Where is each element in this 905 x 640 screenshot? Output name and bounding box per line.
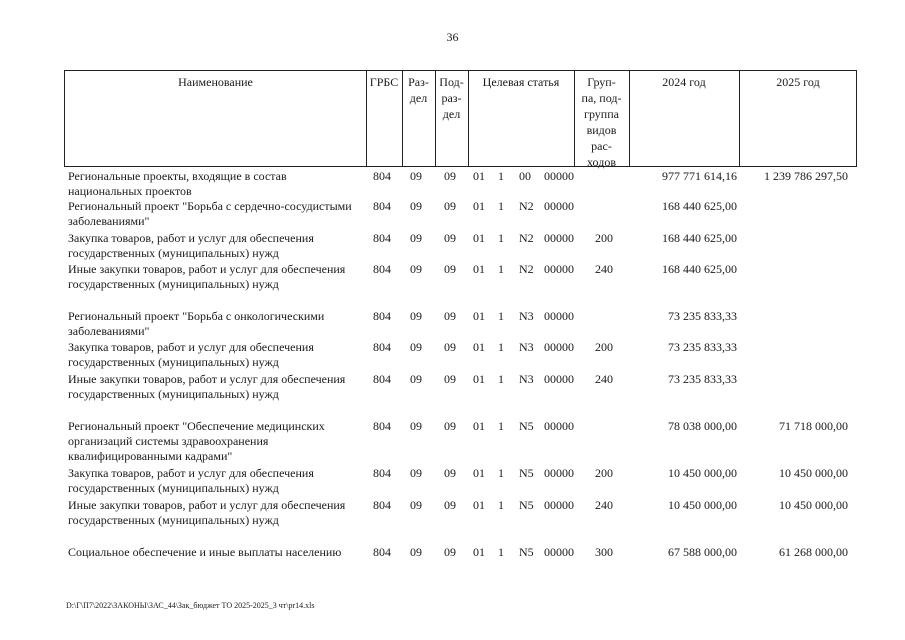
cell-y2024: 10 450 000,00 xyxy=(668,466,737,480)
cell-cs1: 01 xyxy=(473,231,485,245)
cell-razdel: 09 xyxy=(410,466,422,480)
cell-podrazdel: 09 xyxy=(444,498,456,512)
cell-cs1: 01 xyxy=(473,545,485,559)
row-name: Региональный проект "Борьба с онкологическими заболеваниями" xyxy=(68,309,325,338)
cell-y2025: 10 450 000,00 xyxy=(779,498,848,512)
cell-razdel: 09 xyxy=(410,372,422,386)
cell-grbs: 804 xyxy=(373,372,391,386)
cell-podrazdel: 09 xyxy=(444,262,456,276)
cell-cs3: N2 xyxy=(519,231,534,245)
cell-vr: 240 xyxy=(595,498,613,512)
cell-razdel: 09 xyxy=(410,199,422,213)
cell-grbs: 804 xyxy=(373,498,391,512)
cell-cs4: 00000 xyxy=(544,199,574,213)
cell-cs2: 1 xyxy=(498,498,504,512)
cell-vr: 200 xyxy=(595,466,613,480)
cell-y2024: 10 450 000,00 xyxy=(668,498,737,512)
cell-y2024: 73 235 833,33 xyxy=(668,309,737,323)
cell-cs1: 01 xyxy=(473,372,485,386)
row-name: Иные закупки товаров, работ и услуг для обеспечения государственных (муниципальных) нужд xyxy=(68,498,346,527)
row-name: Региональный проект "Обеспечение медицинских организаций системы здравоохранения квалифицированными кадрами" xyxy=(68,419,325,463)
cell-grbs: 804 xyxy=(373,309,391,323)
cell-y2024: 78 038 000,00 xyxy=(668,419,737,433)
cell-cs4: 00000 xyxy=(544,309,574,323)
cell-cs3: N3 xyxy=(519,309,534,323)
page-number: 36 xyxy=(446,30,459,44)
cell-cs2: 1 xyxy=(498,372,504,386)
cell-razdel: 09 xyxy=(410,262,422,276)
cell-cs4: 00000 xyxy=(544,372,574,386)
cell-podrazdel: 09 xyxy=(444,372,456,386)
cell-cs4: 00000 xyxy=(544,262,574,276)
cell-razdel: 09 xyxy=(410,545,422,559)
cell-podrazdel: 09 xyxy=(444,340,456,354)
cell-cs4: 00000 xyxy=(544,231,574,245)
cell-y2025: 61 268 000,00 xyxy=(779,545,848,559)
cell-cs2: 1 xyxy=(498,545,504,559)
header-podrazdel: Под- раз- дел xyxy=(439,75,464,121)
header-razdel: Раз- дел xyxy=(408,75,429,105)
cell-grbs: 804 xyxy=(373,262,391,276)
cell-razdel: 09 xyxy=(410,309,422,323)
cell-cs3: N5 xyxy=(519,545,534,559)
cell-podrazdel: 09 xyxy=(444,231,456,245)
row-name: Закупка товаров, работ и услуг для обеспечения государственных (муниципальных) нужд xyxy=(68,231,314,260)
cell-cs4: 00000 xyxy=(544,498,574,512)
cell-grbs: 804 xyxy=(373,340,391,354)
cell-cs3: N5 xyxy=(519,419,534,433)
cell-cs2: 1 xyxy=(498,419,504,433)
row-name: Закупка товаров, работ и услуг для обеспечения государственных (муниципальных) нужд xyxy=(68,466,314,495)
cell-cs4: 00000 xyxy=(544,419,574,433)
cell-razdel: 09 xyxy=(410,419,422,433)
header-vr: Груп- па, под- группа видов рас- ходов xyxy=(581,75,622,169)
cell-razdel: 09 xyxy=(410,498,422,512)
cell-grbs: 804 xyxy=(373,419,391,433)
cell-cs1: 01 xyxy=(473,419,485,433)
cell-y2024: 73 235 833,33 xyxy=(668,340,737,354)
cell-cs2: 1 xyxy=(498,199,504,213)
cell-y2024: 73 235 833,33 xyxy=(668,372,737,386)
cell-cs1: 01 xyxy=(473,466,485,480)
cell-cs1: 01 xyxy=(473,309,485,323)
header-2024: 2024 год xyxy=(662,75,706,89)
cell-vr: 300 xyxy=(595,545,613,559)
cell-podrazdel: 09 xyxy=(444,419,456,433)
cell-cs2: 1 xyxy=(498,231,504,245)
cell-podrazdel: 09 xyxy=(444,466,456,480)
row-name: Социальное обеспечение и иные выплаты населению xyxy=(68,545,342,559)
cell-grbs: 804 xyxy=(373,231,391,245)
header-name: Наименование xyxy=(178,75,253,89)
cell-cs2: 1 xyxy=(498,340,504,354)
cell-vr: 240 xyxy=(595,372,613,386)
cell-podrazdel: 09 xyxy=(444,545,456,559)
cell-grbs: 804 xyxy=(373,169,391,183)
cell-y2025: 10 450 000,00 xyxy=(779,466,848,480)
cell-cs2: 1 xyxy=(498,262,504,276)
cell-cs1: 01 xyxy=(473,169,485,183)
cell-cs2: 1 xyxy=(498,169,504,183)
header-grbs: ГРБС xyxy=(369,75,399,89)
cell-cs4: 00000 xyxy=(544,340,574,354)
header-2025: 2025 год xyxy=(776,75,820,89)
cell-podrazdel: 09 xyxy=(444,169,456,183)
cell-cs1: 01 xyxy=(473,340,485,354)
cell-podrazdel: 09 xyxy=(444,199,456,213)
cell-y2024: 168 440 625,00 xyxy=(662,199,737,213)
cell-razdel: 09 xyxy=(410,340,422,354)
cell-cs4: 00000 xyxy=(544,169,574,183)
cell-vr: 200 xyxy=(595,231,613,245)
cell-cs3: N5 xyxy=(519,498,534,512)
row-name: Региональные проекты, входящие в состав национальных проектов xyxy=(68,169,287,198)
row-name: Иные закупки товаров, работ и услуг для обеспечения государственных (муниципальных) нужд xyxy=(68,372,346,401)
cell-cs2: 1 xyxy=(498,309,504,323)
cell-cs3: N3 xyxy=(519,340,534,354)
cell-grbs: 804 xyxy=(373,199,391,213)
cell-razdel: 09 xyxy=(410,169,422,183)
cell-razdel: 09 xyxy=(410,231,422,245)
table-header xyxy=(64,70,857,167)
cell-cs3: N2 xyxy=(519,262,534,276)
cell-y2025: 71 718 000,00 xyxy=(779,419,848,433)
cell-cs1: 01 xyxy=(473,199,485,213)
row-name: Закупка товаров, работ и услуг для обеспечения государственных (муниципальных) нужд xyxy=(68,340,314,369)
cell-vr: 240 xyxy=(595,262,613,276)
cell-y2025: 1 239 786 297,50 xyxy=(764,169,848,183)
cell-grbs: 804 xyxy=(373,545,391,559)
cell-cs1: 01 xyxy=(473,262,485,276)
cell-vr: 200 xyxy=(595,340,613,354)
cell-cs3: N2 xyxy=(519,199,534,213)
row-name: Региональный проект "Борьба с сердечно-сосудистыми заболеваниями" xyxy=(68,199,352,228)
cell-grbs: 804 xyxy=(373,466,391,480)
row-name: Иные закупки товаров, работ и услуг для обеспечения государственных (муниципальных) нужд xyxy=(68,262,346,291)
cell-y2024: 977 771 614,16 xyxy=(662,169,737,183)
cell-y2024: 168 440 625,00 xyxy=(662,231,737,245)
cell-cs1: 01 xyxy=(473,498,485,512)
header-target: Целевая статья xyxy=(482,75,560,89)
cell-cs4: 00000 xyxy=(544,545,574,559)
file-path-footer: D:\Г\П7\2022\ЗАКОНЫ\ЗАС_44\Зак_бюджет ТО 2025-2025_3 чт\pr14.xls xyxy=(66,601,315,610)
cell-cs3: N5 xyxy=(519,466,534,480)
cell-y2024: 168 440 625,00 xyxy=(662,262,737,276)
cell-cs3: 00 xyxy=(519,169,531,183)
cell-podrazdel: 09 xyxy=(444,309,456,323)
cell-cs2: 1 xyxy=(498,466,504,480)
cell-cs3: N3 xyxy=(519,372,534,386)
cell-y2024: 67 588 000,00 xyxy=(668,545,737,559)
cell-cs4: 00000 xyxy=(544,466,574,480)
